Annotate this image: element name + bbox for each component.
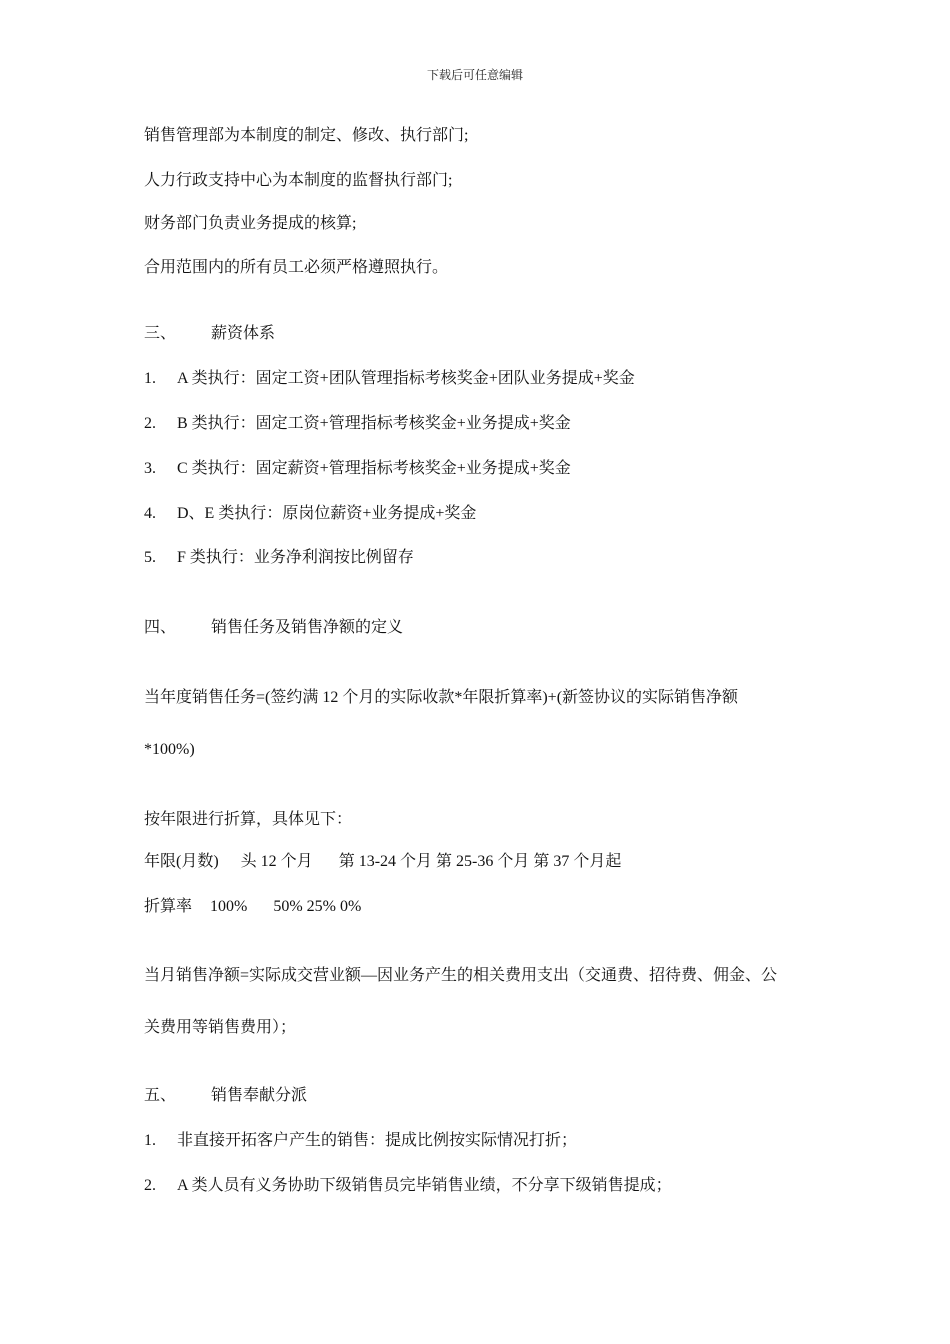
table-cell: 25% [306,898,336,915]
table-header-row [144,852,621,872]
section-title: 销售奉献分派 [211,1087,308,1104]
list-item [144,548,414,568]
table-intro: 按年限进行折算，具体见下： [144,811,353,828]
table-cell: 50% [273,898,303,915]
table-cell: 第 37 个月起 [533,853,622,870]
list-text: 非直接开拓客户产生的销售：提成比例按实际情况打折； [177,1132,578,1149]
list-text: D、E 类执行：原岗位薪资+业务提成+奖金 [177,505,477,522]
list-item [144,414,571,434]
table-rate-row [144,897,361,917]
net-sales-line-2: 关费用等销售费用）； [144,1019,297,1036]
net-sales-line-1: 当月销售净额=实际成交营业额—因业务产生的相关费用支出（交通费、招待费、佣金、公 [144,967,778,984]
section-5-heading [144,1086,307,1106]
table-cell: 第 13-24 个月 [338,853,433,870]
table-cell: 100% [210,898,248,915]
page-header: 下载后可任意编辑 [426,68,523,82]
section-number: 三、 [144,325,177,342]
list-item [144,369,635,389]
list-number: 1. [144,370,156,387]
section-title: 销售任务及销售净额的定义 [211,619,404,636]
intro-line-3: 财务部门负责业务提成的核算; [144,215,357,232]
table-cell: 年限(月数) [144,853,219,870]
section-3-heading [144,324,275,344]
table-cell: 头 12 个月 [240,853,313,870]
section-number: 四、 [144,619,177,636]
list-item [144,504,476,524]
intro-line-2: 人力行政支持中心为本制度的监督执行部门; [144,172,453,189]
list-item [144,1176,672,1196]
intro-line-4: 合用范围内的所有员工必须严格遵照执行。 [144,259,449,276]
list-number: 1. [144,1132,156,1149]
list-number: 2. [144,1177,156,1194]
table-cell: 0% [340,898,362,915]
list-text: C 类执行：固定薪资+管理指标考核奖金+业务提成+奖金 [177,460,571,477]
list-item [144,1131,577,1151]
table-cell: 折算率 [144,898,193,915]
list-number: 3. [144,460,156,477]
section-4-heading [144,618,403,638]
list-item [144,459,571,479]
list-number: 5. [144,549,156,566]
formula-line-1: 当年度销售任务=(签约满 12 个月的实际收款*年限折算率)+(新签协议的实际销售净额 [144,689,739,706]
list-text: F 类执行：业务净利润按比例留存 [177,549,414,566]
list-number: 2. [144,415,156,432]
list-number: 4. [144,505,156,522]
intro-line-1: 销售管理部为本制度的制定、修改、执行部门; [144,127,469,144]
table-cell: 第 25-36 个月 [436,853,530,870]
list-text: A 类执行：固定工资+团队管理指标考核奖金+团队业务提成+奖金 [177,370,635,387]
section-number: 五、 [144,1087,177,1104]
section-title: 薪资体系 [211,325,276,342]
list-text: B 类执行：固定工资+管理指标考核奖金+业务提成+奖金 [177,415,571,432]
formula-line-2: *100%) [144,741,195,758]
list-text: A 类人员有义务协助下级销售员完毕销售业绩，不分享下级销售提成； [177,1177,672,1194]
